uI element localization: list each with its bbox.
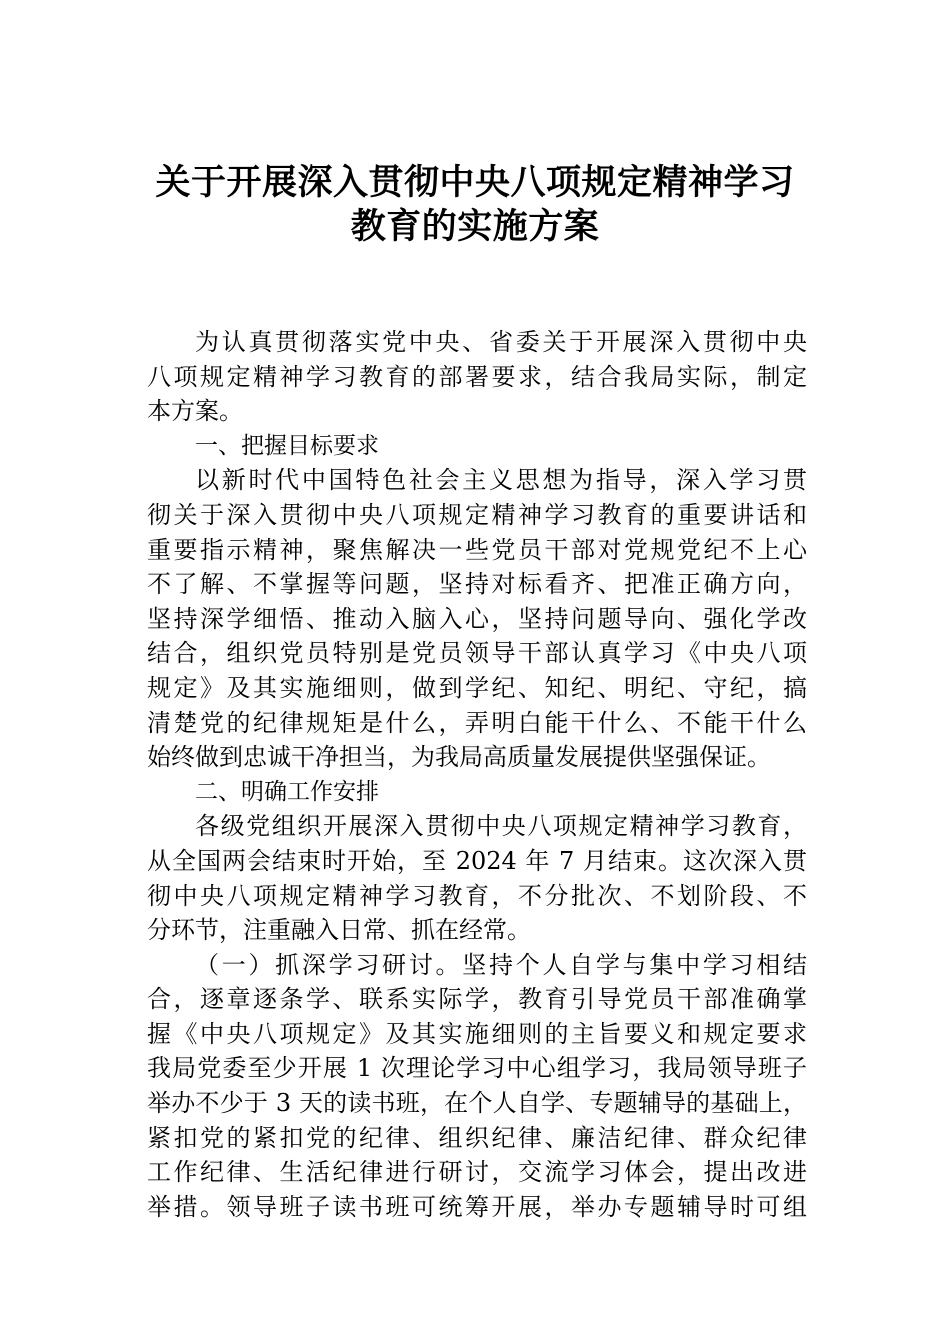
document-body [147,325,807,1224]
body-text-line: 各级党组织开展深入贯彻中央八项规定精神学习教育， [195,812,807,841]
body-text-line: 始终做到忠诚干净担当，为我局高质量发展提供坚强保证。 [147,743,771,772]
body-text-line: 举办不少于 3 天的读书班，在个人自学、专题辅导的基础上， [147,1089,807,1118]
body-text-line: 彻关于深入贯彻中央八项规定精神学习教育的重要讲话和 [147,500,807,529]
body-text-line: 从全国两会结束时开始，至 2024 年 7 月结束。这次深入贯 [147,846,807,875]
section-heading: 二、明确工作安排 [195,778,379,805]
body-text-line: （一）抓深学习研讨。坚持个人自学与集中学习相结 [195,950,807,979]
body-text-line: 分环节，注重融入日常、抓在经常。 [147,916,531,945]
body-text-line: 彻中央八项规定精神学习教育，不分批次、不划阶段、不 [147,881,807,910]
body-text-line: 工作纪律、生活纪律进行研讨，交流学习体会，提出改进 [147,1158,807,1187]
body-text-line: 不了解、不掌握等问题，坚持对标看齐、把准正确方向， [147,570,807,599]
body-text-line: 重要指示精神，聚焦解决一些党员干部对党规党纪不上心 [147,535,807,564]
body-text-line: 合，逐章逐条学、联系实际学，教育引导党员干部准确掌 [147,985,807,1014]
body-text-line: 为认真贯彻落实党中央、省委关于开展深入贯彻中央 [195,328,807,356]
body-text-line: 清楚党的纪律规矩是什么，弄明白能干什么、不能干什么 [147,708,807,737]
body-text-line: 以新时代中国特色社会主义思想为指导，深入学习贯 [195,466,807,495]
section-heading: 一、把握目标要求 [195,432,379,459]
body-text-line: 结合，组织党员特别是党员领导干部认真学习《中央八项 [147,639,807,668]
body-text-line: 坚持深学细悟、推动入脑入心，坚持问题导向、强化学改 [147,604,807,633]
document-title-line-2: 教育的实施方案 [350,206,600,247]
body-text-line: 举措。领导班子读书班可统筹开展，举办专题辅导时可组 [147,1192,807,1221]
body-text-line: 本方案。 [147,397,243,426]
document-title-line-1: 关于开展深入贯彻中央八项规定精神学习 [155,162,795,203]
body-text-line: 规定》及其实施细则，做到学纪、知纪、明纪、守纪，搞 [147,673,807,702]
body-text-line: 紧扣党的紧扣党的纪律、组织纪律、廉洁纪律、群众纪律 [147,1123,807,1152]
body-text-line: 八项规定精神学习教育的部署要求，结合我局实际，制定 [147,362,807,391]
body-text-line: 握《中央八项规定》及其实施细则的主旨要义和规定要求 [147,1019,807,1048]
body-text-line: 我局党委至少开展 1 次理论学习中心组学习，我局领导班子 [147,1054,807,1083]
